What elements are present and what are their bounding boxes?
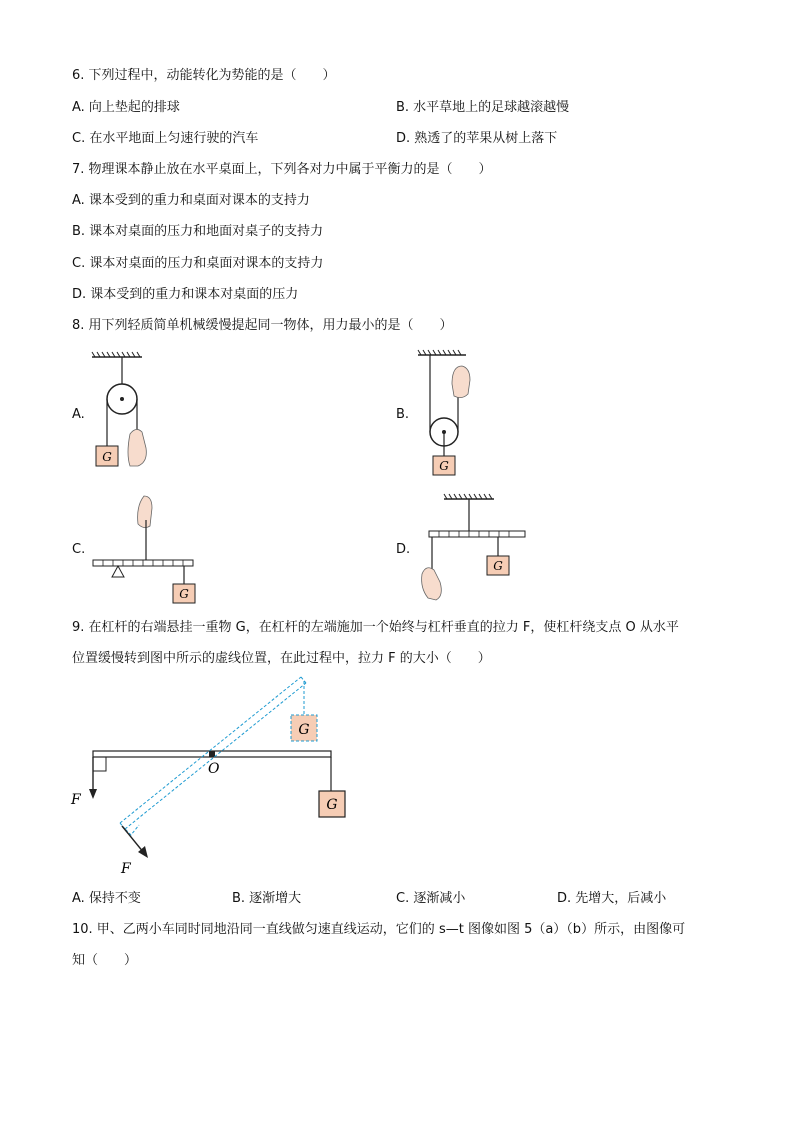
weight-label-a: G bbox=[102, 450, 112, 464]
force-label-horizontal: F bbox=[71, 792, 81, 808]
figure-lever-d bbox=[416, 494, 531, 604]
q8-label-a[interactable]: A. bbox=[72, 407, 85, 422]
q6-option-c[interactable]: C. 在水平地面上匀速行驶的汽车 bbox=[72, 131, 259, 146]
weight-label-c: G bbox=[179, 587, 189, 601]
force-label-rotated: F bbox=[121, 861, 131, 877]
q9-option-c[interactable]: C. 逐渐减小 bbox=[396, 891, 466, 906]
pivot-label: O bbox=[208, 761, 220, 777]
q9-option-d[interactable]: D. 先增大，后减小 bbox=[557, 891, 667, 906]
weight-label-b: G bbox=[439, 459, 449, 473]
q6-option-a[interactable]: A. 向上垫起的排球 bbox=[72, 100, 180, 115]
q7-option-a[interactable]: A. 课本受到的重力和桌面对课本的支持力 bbox=[72, 193, 310, 208]
q6-option-d[interactable]: D. 熟透了的苹果从树上落下 bbox=[396, 131, 558, 146]
figure-rotating-lever bbox=[65, 675, 365, 880]
weight-label-horizontal: G bbox=[326, 797, 338, 813]
q7-option-c[interactable]: C. 课本对桌面的压力和桌面对课本的支持力 bbox=[72, 256, 324, 271]
q10-stem-line2: 知（ ） bbox=[72, 953, 138, 968]
q7-option-b[interactable]: B. 课本对桌面的压力和地面对桌子的支持力 bbox=[72, 224, 324, 239]
q9-option-a[interactable]: A. 保持不变 bbox=[72, 891, 141, 906]
q6-option-b[interactable]: B. 水平草地上的足球越滚越慢 bbox=[396, 100, 570, 115]
figure-fixed-pulley bbox=[90, 352, 160, 472]
q9-stem-line1: 9. 在杠杆的右端悬挂一重物 G，在杠杆的左端施加一个始终与杠杆垂直的拉力 F，使杠杆绕支点 O 从水平 bbox=[72, 620, 679, 635]
q8-stem: 8. 用下列轻质简单机械缓慢提起同一物体，用力最小的是（ ） bbox=[72, 318, 453, 333]
q10-stem-line1: 10. 甲、乙两小车同时同地沿同一直线做匀速直线运动，它们的 s—t 图像如图 5（a）（b）所示，由图像可 bbox=[72, 922, 686, 937]
q7-stem: 7. 物理课本静止放在水平桌面上，下列各对力中属于平衡力的是（ ） bbox=[72, 162, 492, 177]
q8-label-b[interactable]: B. bbox=[396, 407, 410, 422]
figure-lever-c bbox=[90, 490, 200, 608]
q9-option-b[interactable]: B. 逐渐增大 bbox=[232, 891, 302, 906]
q6-stem: 6. 下列过程中，动能转化为势能的是（ ） bbox=[72, 68, 336, 83]
weight-label-d: G bbox=[493, 559, 503, 573]
q8-label-c[interactable]: C. bbox=[72, 542, 86, 557]
q9-stem-line2: 位置缓慢转到图中所示的虚线位置，在此过程中，拉力 F 的大小（ ） bbox=[72, 651, 491, 666]
figure-movable-pulley bbox=[416, 352, 486, 477]
q7-option-d[interactable]: D. 课本受到的重力和课本对桌面的压力 bbox=[72, 287, 299, 302]
q8-label-d[interactable]: D. bbox=[396, 542, 411, 557]
weight-label-rotated: G bbox=[298, 722, 310, 738]
